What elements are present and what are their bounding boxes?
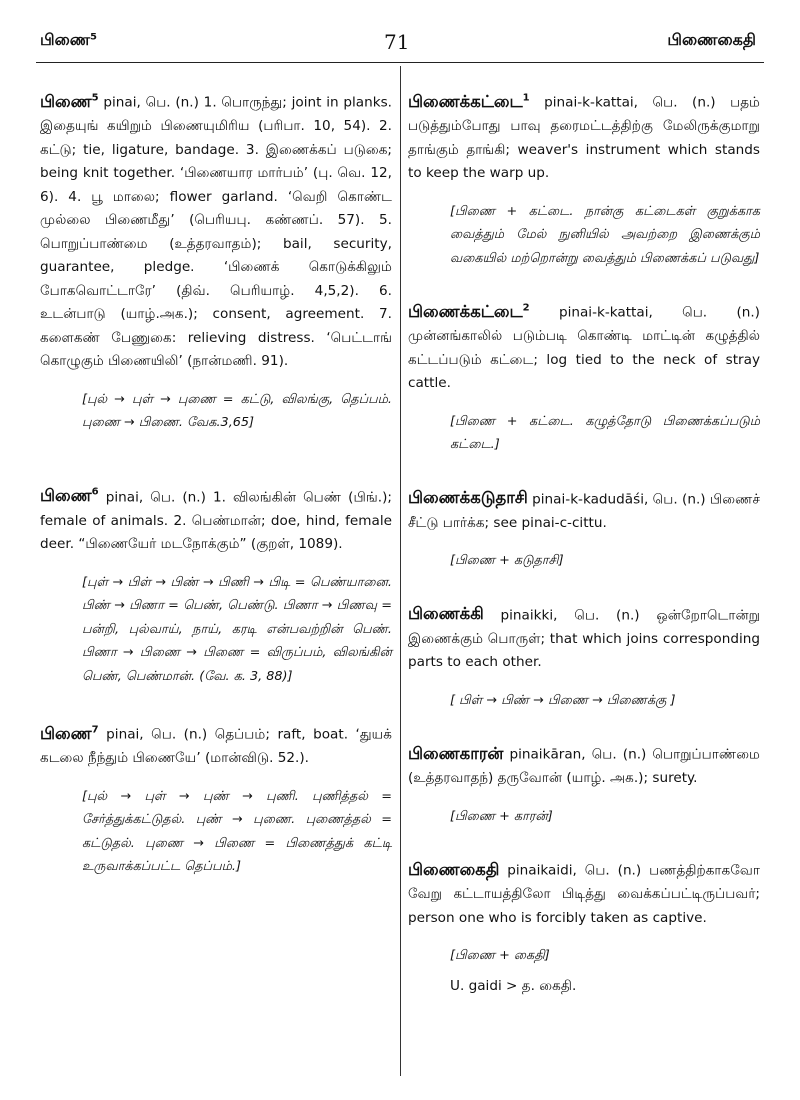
right-column (408, 86, 760, 996)
etymology-note: [பிணை + கைதி] (450, 948, 550, 963)
etymology-note: [புல் → புள் → புணை = கட்டு, விலங்கு, தெப்பம். புணை → பிணை. வேக.3,65] (82, 391, 392, 430)
entry-definition: pinai, பெ. (n.) 1. பொருந்து; joint in planks. இதையுங் கயிறும் பிணையுமிரிய (பரிபா. 10, 54). 2. கட்டு; tie, ligature, bandage. 3. இணைக்கப் படுகை; being knit together. ‘பிணையார மார்பம்’ (பு. வெ. 12, 6). 4. பூ மாலை; flower garland. ‘வெறி கொண்ட முல்லை பிணைமீது’ (பெரியபு. கண்ணப். 57). 5. பொறுப்பாண்மை (உத்தரவாதம்); bail, security, guarantee, pledge. ‘பிணைக் கொடுக்கிலும் போகவொட்டாரே’ (திவ். பெரியாழ். 4,5,2). 6. உடன்பாடு (யாழ்.அக.); consent, agreement. 7. களைகண் பேணுகை: relieving distress. ‘பெட்டாங் கொழுகும் பிணையிலி’ (நான்மணி. 91). (40, 94, 392, 369)
loanword-note: U. gaidi > த. கைதி. (450, 977, 577, 994)
etymology-note: [ பிள் → பிண் → பிணை → பிணைக்கு ] (450, 692, 676, 708)
headword: பிணைக்கி (408, 604, 484, 623)
dictionary-entry (40, 718, 392, 771)
dictionary-entry (40, 86, 392, 374)
entry-definition: pinaikaidi, பெ. (n.) பணத்திற்காகவோ வேறு கட்டாயத்திலோ பிடித்து வைக்கப்பட்டிருப்பவர்; person one who is forcibly taken as captive. (408, 862, 760, 926)
entry-definition: pinai-k-kadudāśi, பெ. (n.) பிணைச் சீட்டு பார்க்க; see pinai-c-cittu. (408, 491, 760, 531)
headword: பிணைகைதி (408, 859, 500, 879)
header-rule (36, 62, 764, 63)
headword: பிணைக்கட்டை$^1$ (408, 91, 530, 111)
headword: பிணை$^6$ (40, 486, 99, 505)
dictionary-entry (40, 481, 392, 557)
etymology-note: [பிணை + கட்டை. நான்கு கட்டைகள் குறுக்காக வைத்தும் மேல் நுனியில் அவற்றை இணைக்கும் வகையில் மற்றொன்று வைத்தும் பிணைக்கப் படுவது] (450, 203, 760, 266)
etymology-note: [பிணை + காரன்] (450, 808, 553, 824)
dictionary-entry (408, 483, 760, 536)
etymology-note: [புள் → பிள் → பிண் → பிணி → பிடி = பெண்யானை. பிண் → பிணா = பெண், பெண்டு. பிணா → பிணவு = பன்றி, புல்வாய், நாய், கரடி என்பவற்றின் பெண். பிணா → பிணை → பிணை = விருப்பம், விலங்கின் பெண், பெண்மான். (வே. க. 3, 88)] (82, 574, 392, 684)
entry-definition: pinaikāran, பெ. (n.) பொறுப்பாண்மை (உத்தரவாதந்) தருவோன் (யாழ். அக.); surety. (408, 746, 760, 786)
column-divider (400, 66, 401, 1076)
dictionary-entry (408, 738, 760, 791)
headword: பிணைக்கட்டை$^2$ (408, 301, 530, 321)
page-header (0, 0, 800, 62)
page-number: 71 (384, 30, 410, 54)
header-left-guide-word: பிணை⁵ (40, 30, 98, 49)
etymology-note: [பிணை + கடுதாசி] (450, 553, 564, 568)
headword: பிணை$^5$ (40, 91, 99, 111)
left-column (40, 86, 392, 879)
entry-definition: pinaikki, பெ. (n.) ஒன்றோடொன்று இணைக்கும் பொருள்; that which joins corresponding parts to each other. (408, 607, 760, 670)
entry-definition: pinai-k-kattai, பெ. (n.) முன்னங்காலில் படும்படி கொண்டி மாட்டின் கழுத்தில் கட்டப்படும் கட்டை; log tied to the neck of stray cattle. (408, 304, 760, 391)
headword: பிணை$^7$ (40, 723, 99, 743)
etymology-note: [பிணை + கட்டை. கழுத்தோடு பிணைக்கப்படும் கட்டை.] (450, 413, 760, 452)
etymology-note: [புல் → புள் → புண் → புணி. புணித்தல் = சேர்த்துக்கட்டுதல். புண் → புணை. புணைத்தல் = கட்டுதல். புணை → பிணை = பிணைத்துக் கட்டி உருவாக்கப்பட்ட தெப்பம்.] (82, 788, 392, 874)
dictionary-entry (408, 854, 760, 930)
entry-definition: pinai-k-kattai, பெ. (n.) பதம் படுத்தும்போது பாவு தரைமட்டத்திற்கு மேலிருக்குமாறு தாங்கும் தாங்கி; weaver's instrument which stands to keep the warp up. (408, 94, 760, 181)
header-right-guide-word: பிணைகைதி (667, 30, 756, 49)
dictionary-entry (408, 86, 760, 186)
headword: பிணைக்கடுதாசி (408, 488, 528, 507)
dictionary-entry (408, 296, 760, 396)
entry-definition: pinai, பெ. (n.) தெப்பம்; raft, boat. ‘துயக் கடலை நீந்தும் பிணையே’ (மான்விடு. 52.). (40, 726, 393, 766)
headword: பிணைகாரன் (408, 743, 504, 763)
dictionary-entry (408, 599, 760, 675)
entry-definition: pinai, பெ. (n.) 1. விலங்கின் பெண் (பிங்.); female of animals. 2. பெண்மான்; doe, hind, female deer. “பிணையேர் மடநோக்கும்” (குறள், 1089). (40, 489, 392, 552)
